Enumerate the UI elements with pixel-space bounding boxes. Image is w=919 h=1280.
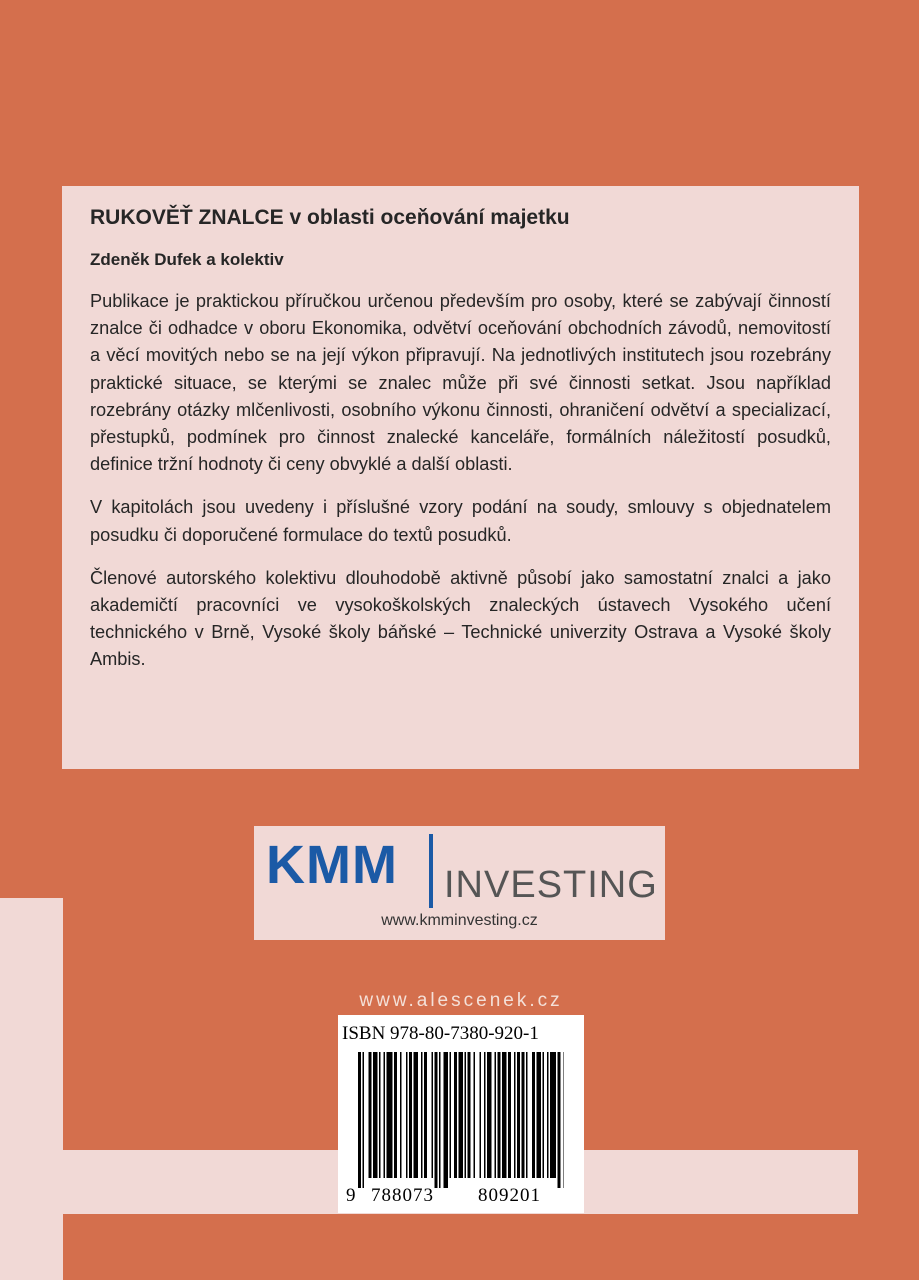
barcode-bar <box>379 1052 381 1178</box>
barcode-bar <box>373 1052 378 1178</box>
barcode-bar <box>363 1052 365 1188</box>
book-title-bold: RUKOVĚŤ ZNALCE <box>90 206 284 229</box>
barcode-bar <box>526 1052 528 1178</box>
barcode-digits-left: 788073 <box>371 1185 434 1206</box>
barcode-bar <box>459 1052 464 1178</box>
barcode-bar <box>394 1052 397 1178</box>
barcode-bar <box>358 1052 361 1188</box>
barcode-bar <box>421 1052 423 1178</box>
kmm-logo-word: KMM <box>266 835 398 895</box>
barcode-bar <box>406 1052 408 1178</box>
barcode-bar <box>414 1052 419 1178</box>
barcode-bar <box>369 1052 372 1178</box>
book-title <box>90 204 831 232</box>
barcode-bar <box>487 1052 492 1178</box>
barcode-digit-first: 9 <box>346 1185 356 1206</box>
barcode-label <box>338 1015 584 1213</box>
barcode-bar <box>498 1052 501 1178</box>
description-paragraph-3: Členové autorského kolektivu dlouhodobě aktivně působí jako samostatní znalci a jako akademičtí pracovníci ve vysokoškolských znaleckých ústavech Vysokého učení technického v Brně, Vysoké školy báňské – Technické univerzity Ostrava a Vysoké školy Ambis. <box>90 567 831 670</box>
barcode-bars <box>358 1052 564 1188</box>
description-paragraph-1: Publikace je praktickou příručkou určenou především pro osoby, které se zabývají činností znalce či odhadce v oboru Ekonomika, odvětví oceňování obchodních závodů, nemovitostí a věcí movitých nebo se na její výkon připravují. Na jednotlivých institutech jsou rozebrány praktické situace, se kterými se znalec může při své činnosti setkat. Jsou například rozebrány otázky mlčenlivosti, osobního výkonu činnosti, ohraničení odvětví a specializací, přestupků, podmínek pro činnost znalecké kanceláře, formálních náležitostí posudků, definice tržní hodnoty či ceny obvyklé a další oblasti. <box>90 291 831 475</box>
kmm-logo-sub: INVESTING <box>444 864 658 906</box>
barcode-bar <box>474 1052 476 1178</box>
barcode-bar <box>400 1052 402 1178</box>
barcode-bar <box>508 1052 511 1178</box>
barcode-bar <box>514 1052 516 1178</box>
sponsor-logo-panel <box>254 826 665 940</box>
barcode-bar <box>537 1052 542 1178</box>
barcode-bar <box>450 1052 452 1178</box>
barcode-bar <box>384 1052 386 1178</box>
barcode-bar <box>517 1052 520 1178</box>
publisher-website: www.alescenek.cz <box>359 990 563 1011</box>
barcode-bar <box>543 1052 545 1178</box>
barcode-bar <box>558 1052 561 1188</box>
book-author: Zdeněk Dufek a kolektiv <box>90 250 284 269</box>
barcode-bar <box>465 1052 467 1178</box>
barcode-bar <box>547 1052 549 1178</box>
barcode-bar <box>502 1052 507 1178</box>
barcode-bar <box>522 1052 525 1178</box>
barcode-digits-right: 809201 <box>478 1185 541 1206</box>
barcode-bar <box>409 1052 412 1178</box>
barcode-bar <box>439 1052 441 1188</box>
decorative-block-left <box>0 898 63 1280</box>
barcode-bar <box>432 1052 434 1178</box>
barcode-bar <box>468 1052 471 1178</box>
barcode-bar <box>387 1052 393 1178</box>
kmm-logo-divider <box>429 834 433 908</box>
barcode-bar <box>550 1052 556 1178</box>
barcode-bar <box>484 1052 486 1178</box>
barcode-bar <box>435 1052 438 1188</box>
barcode-bar <box>424 1052 427 1178</box>
description-paragraph-2: V kapitolách jsou uvedeny i příslušné vzory podání na soudy, smlouvy s objednatelem posudku či doporučené formulace do textů posudků. <box>90 497 831 545</box>
barcode-bar <box>444 1052 449 1188</box>
sponsor-url: www.kmminvesting.cz <box>381 912 538 929</box>
barcode-bar <box>480 1052 482 1178</box>
barcode-bar <box>495 1052 497 1178</box>
book-title-rest: v oblasti oceňování majetku <box>283 206 570 229</box>
barcode-bar <box>454 1052 457 1178</box>
barcode-bar <box>532 1052 535 1178</box>
description-panel <box>62 186 859 769</box>
barcode-bar <box>564 1052 565 1188</box>
isbn-text: ISBN 978-80-7380-920-1 <box>342 1023 539 1044</box>
